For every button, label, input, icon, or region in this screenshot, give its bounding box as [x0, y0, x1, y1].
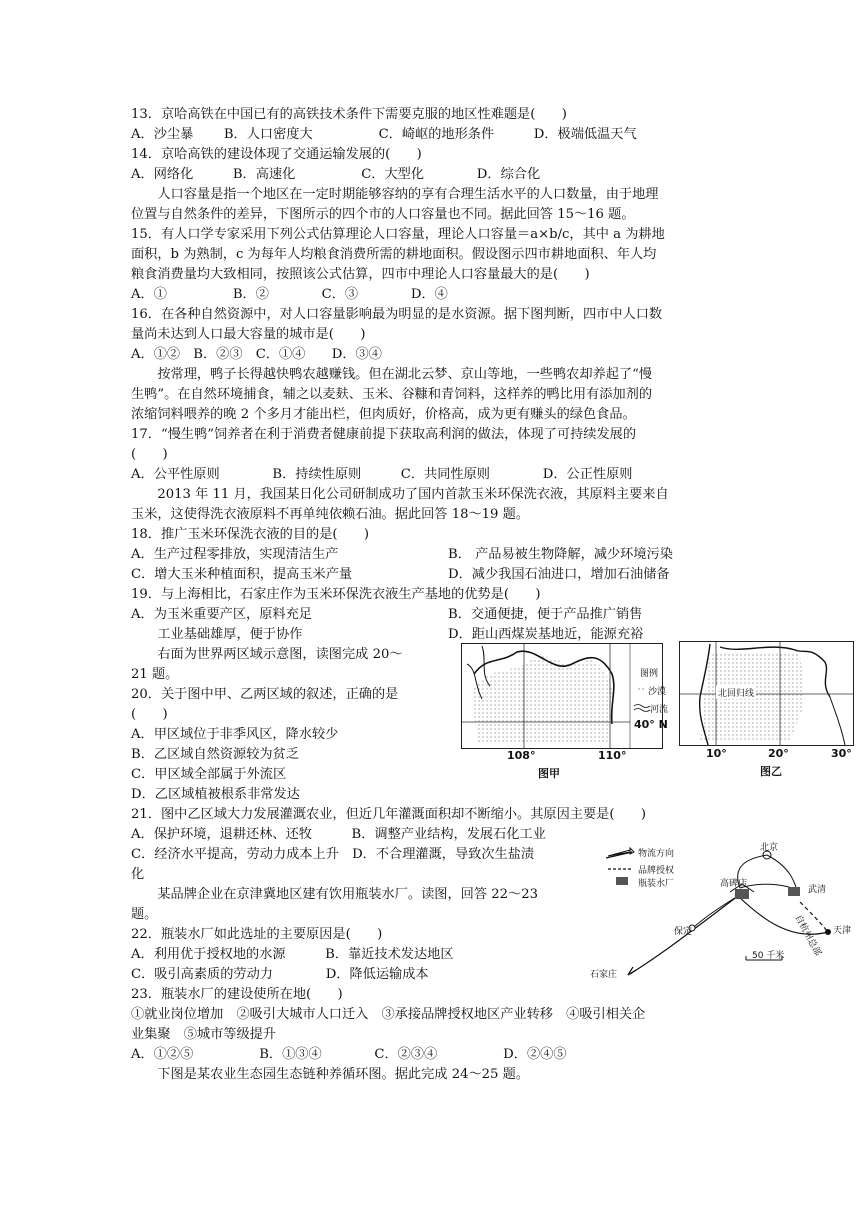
- map-yi-caption: 图乙: [760, 765, 782, 778]
- passage-population-2: 位置与自然条件的差异，下图所示的四个市的人口容量也不同。据此回答 15～16 题。: [131, 207, 635, 222]
- q21-options-cd: C．经济水平提高，劳动力成本上升 D．不合理灌溉，导致次生盐渍: [131, 847, 535, 862]
- q19-option-d: D．距山西煤炭基地近，能源充裕: [448, 627, 644, 642]
- map-yi-tropic: 北回归线: [716, 686, 756, 699]
- passage-duck-3: 浓缩饲料喂养的晚 2 个多月才能出栏，但肉质好，价格高，成为更有赚头的绿色食品。: [131, 407, 636, 422]
- diagram-baoding: 保定: [674, 927, 693, 937]
- q20-option-d: D．乙区域植被根系非常发达: [131, 787, 300, 802]
- q18-option-a: A．生产过程零排放，实现清洁生产: [131, 547, 339, 562]
- q14-options: A．网络化 B．高速化 C．大型化 D．综合化: [131, 167, 541, 182]
- map-jia-lon-left: 108°: [507, 749, 536, 762]
- map-yi-lon2: 20°: [768, 747, 789, 760]
- map-jia-legend-river: 河流: [650, 705, 669, 715]
- q23-options: A．①②⑤ B．①③④ C．②③④ D．②④⑤: [131, 1047, 567, 1062]
- passage-eco: 下图是某农业生态园生态链种养循环图。据此完成 24～25 题。: [131, 1067, 530, 1082]
- passage-detergent-1: 2013 年 11 月，我国某日化公司研制成功了国内首款玉米环保洗衣液，其原料主要来自: [131, 487, 669, 502]
- diagram-shijiazhuang: 石家庄: [590, 970, 618, 980]
- q20-stem: 20．关于图中甲、乙两区域的叙述，正确的是: [131, 687, 399, 702]
- diagram-scale: 50 千米: [752, 951, 785, 961]
- bottled-water-diagram: [590, 812, 852, 982]
- q16-options: A．①② B．②③ C．①④ D．③④: [131, 347, 382, 362]
- map-yi-lon3: 30°: [831, 747, 852, 760]
- q19-option-b: B．交通便捷，便于产品推广销售: [448, 607, 643, 622]
- q15-stem-1: 15．有人口学专家采用下列公式估算理论人口容量，理论人口容量＝a×b/c，其中 a 为耕地: [131, 227, 665, 242]
- q17-blank: ( ): [131, 447, 168, 462]
- map-jia-legend-title: 图例: [640, 669, 659, 679]
- q13-options: A．沙尘暴 B．人口密度大 C．崎岖的地形条件 D．极端低温天气: [131, 127, 637, 142]
- map-jia-lon-right: 110°: [598, 749, 627, 762]
- q17-stem: 17．“慢生鸭”饲养者在利于消费者健康前提下获取高利润的做法，体现了可持续发展的: [131, 427, 637, 442]
- map-yi: [679, 641, 854, 746]
- q22-options-cd: C．吸引高素质的劳动力 D．降低运输成本: [131, 967, 429, 982]
- q18-option-b: B． 产品易被生物降解，减少环境污染: [448, 547, 673, 562]
- diagram-beijing: 北京: [760, 843, 779, 853]
- q22-options-ab: A．利用优于授权地的水源 B．靠近技术发达地区: [131, 947, 454, 962]
- q14-stem: 14．京哈高铁的建设体现了交通运输发展的( ): [131, 147, 422, 162]
- q18-option-c: C．增大玉米种植面积，提高玉米产量: [131, 567, 353, 582]
- passage-duck-2: 生鸭”。在自然环境捕食，辅之以麦麸、玉米、谷糠和青饲料，这样养的鸭比用有添加剂的: [131, 387, 653, 402]
- q23-items-1: ①就业岗位增加 ②吸引大城市人口迁入 ③承接品牌授权地区产业转移 ④吸引相关企: [131, 1007, 646, 1022]
- q22-stem: 22．瓶装水厂如此选址的主要原因是( ): [131, 927, 383, 942]
- q18-option-d: D．减少我国石油进口，增加石油储备: [448, 567, 670, 582]
- q16-stem-2: 量尚未达到人口最大容量的城市是( ): [131, 327, 366, 342]
- diagram-legend-license: 品牌授权: [638, 866, 675, 876]
- map-jia-caption: 图甲: [538, 767, 560, 780]
- map-jia-lat: 40° N: [634, 718, 668, 731]
- q19-stem: 19．与上海相比，石家庄作为玉米环保洗衣液生产基地的优势是( ): [131, 587, 541, 602]
- passage-regions-1: 右面为世界两区域示意图，读图完成 20～: [131, 647, 403, 662]
- diagram-legend-flow: 物流方向: [638, 849, 675, 859]
- q20-option-a: A．甲区域位于非季风区，降水较少: [131, 727, 339, 742]
- map-jia-drawing: [462, 644, 662, 748]
- map-jia: [461, 643, 669, 749]
- diagram-legend-factory: 瓶装水厂: [638, 879, 675, 889]
- q20-blank: ( ): [131, 707, 168, 722]
- passage-detergent-2: 玉米，这使得洗衣液原料不再单纯依赖石油。据此回答 18～19 题。: [131, 507, 530, 522]
- map-yi-drawing: [680, 642, 853, 745]
- q18-stem: 18．推广玉米环保洗衣液的目的是( ): [131, 527, 370, 542]
- q21-options-ab: A．保护环境，退耕还林、还牧 B．调整产业结构，发展石化工业: [131, 827, 546, 842]
- q23-stem: 23．瓶装水厂的建设使所在地( ): [131, 987, 343, 1002]
- q20-option-c: C．甲区域全部属于外流区: [131, 767, 287, 782]
- q15-stem-3: 粮食消费量均大致相同，按照该公式估算，四市中理论人口容量最大的是( ): [131, 267, 590, 282]
- passage-population-1: 人口容量是指一个地区在一定时期能够容纳的享有合理生活水平的人口数量，由于地理: [131, 187, 659, 202]
- q20-option-b: B．乙区域自然资源较为贫乏: [131, 747, 299, 762]
- diagram-tianjin: 天津: [833, 926, 852, 936]
- diagram-gaobeidian: 高碑店: [720, 879, 748, 889]
- q17-options: A．公平性原则 B．持续性原则 C．共同性原则 D．公正性原则: [131, 467, 633, 482]
- q21-stem: 21．图中乙区域大力发展灌溉农业，但近几年灌溉面积却不断缩小。其原因主要是( ): [131, 807, 647, 822]
- passage-water-2: 题。: [131, 907, 158, 922]
- passage-water-1: 某品牌企业在京津冀地区建有饮用瓶装水厂。读图，回答 22～23: [131, 887, 539, 902]
- q15-options: A．① B．② C．③ D．④: [131, 287, 448, 302]
- q13-stem: 13．京哈高铁在中国已有的高铁技术条件下需要克服的地区性难题是( ): [131, 107, 567, 122]
- q21-options-cd-cont: 化: [131, 867, 145, 882]
- q16-stem-1: 16．在各种自然资源中，对人口容量影响最为明显的是水资源。据下图判断，四市中人口数: [131, 307, 663, 322]
- diagram-hangzhou-hq: 自杭州总部: [792, 913, 823, 958]
- q19-option-a: A．为玉米重要产区，原料充足: [131, 607, 312, 622]
- q19-option-c: 工业基础雄厚，便于协作: [131, 627, 303, 642]
- map-yi-lon1: 10°: [706, 747, 727, 760]
- q15-stem-2: 面积，b 为熟制，c 为每年人均粮食消费所需的耕地面积。假设图示四市耕地面积、年人均: [131, 247, 657, 262]
- map-jia-legend-desert: 沙漠: [648, 687, 667, 697]
- q23-items-2: 业集聚 ⑤城市等级提升: [131, 1027, 277, 1042]
- passage-regions-2: 21 题。: [131, 667, 179, 682]
- diagram-wuqing: 武清: [808, 885, 827, 895]
- passage-duck-1: 按常理，鸭子长得越快鸭农越赚钱。但在湖北云梦、京山等地，一些鸭农却养起了“慢: [131, 367, 653, 382]
